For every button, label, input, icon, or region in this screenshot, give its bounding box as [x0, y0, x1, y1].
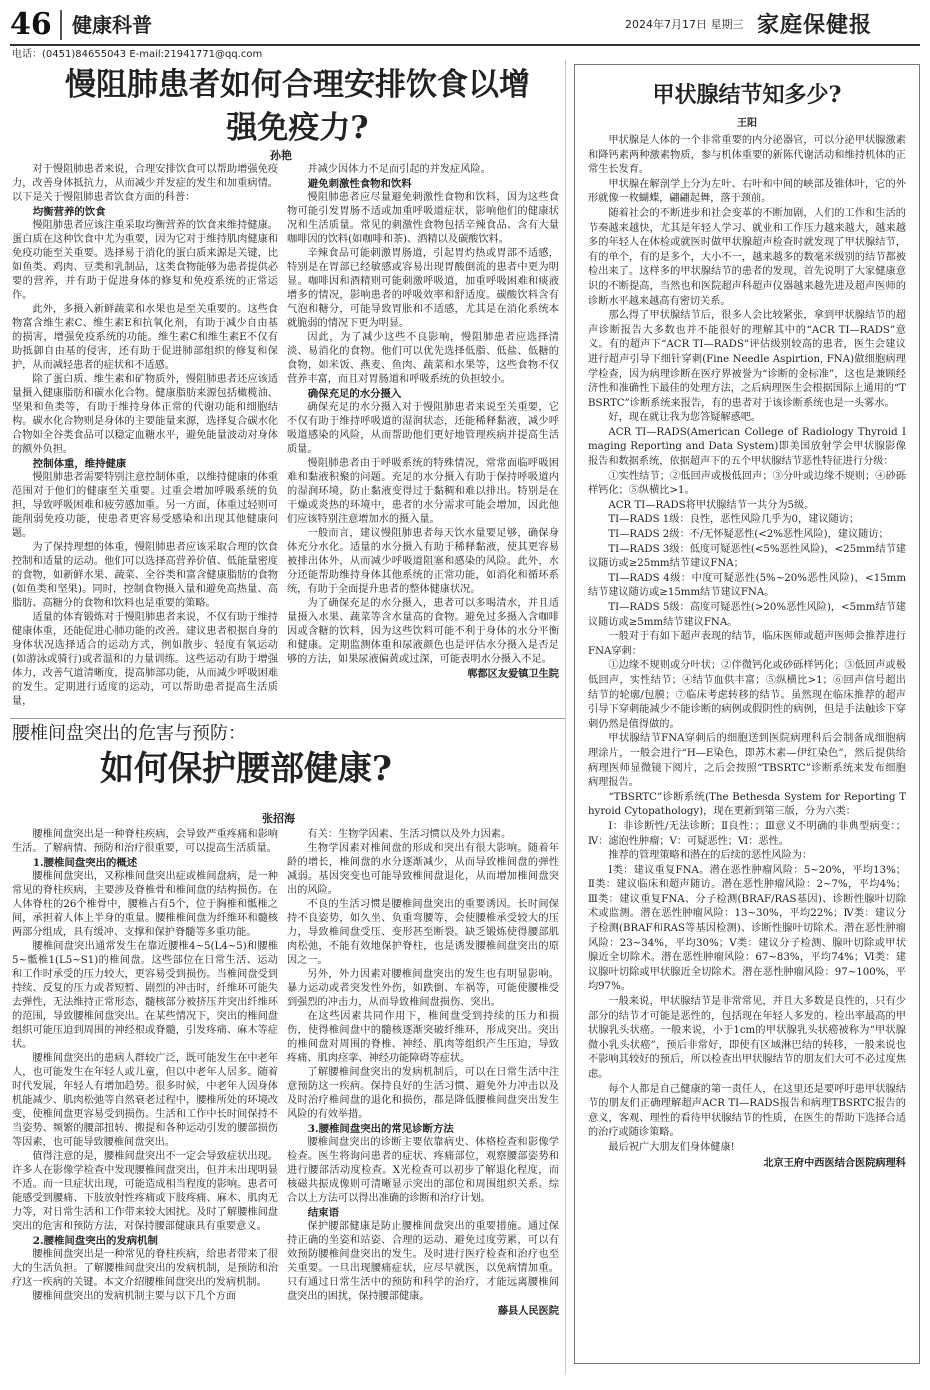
paragraph: 为了保持理想的体重，慢阻肺患者应该采取合理的饮食控制和适量的运动。他们可以选择高营养价值、低能量密度的食物，如新鲜水果、蔬菜、全谷类和富含健康脂肪的食物(如鱼类和坚果)。同时，控制食物摄入量和避免高热量、高脂肪、高糖分的食物和饮料也是重要的策略。 — [12, 542, 278, 609]
paragraph: 随着社会的不断进步和社会变革的不断加剧，人们的工作和生活的节奏越来越快，尤其是年轻人学习、就业和工作压力越来越大，越来越多的年轻人在体检或就医时做甲状腺超声检查时就发现了甲状腺结节，有的单个，有的是多个，大小不一，越来越多的数毫米级别的结节都被检出来了。这样多的甲状腺结节的患者的发现，首先说明了大家健康意识的不断提高，当然也和医院超声科超声仪器越来越先进及超声医师的诊断水平越来越高有密切关系。 — [588, 207, 906, 307]
paragraph: 另外，外力因素对腰椎间盘突出的发生也有明显影响。暴力运动或者突发性外伤，如跌倒、车祸等，可能使腰椎受到强烈的冲击力，从而导致椎间盘损伤、突出。 — [287, 969, 559, 1008]
header-separator — [60, 10, 62, 40]
article-title: 慢阻肺患者如何合理安排饮食以增强免疫力? — [65, 67, 530, 146]
paragraph: 辛辣食品可能刺激胃肠道，引起胃灼热或胃部不适感，特别是在胃部已经敏感或容易出现胃酸倒流的患者中更为明显。咖啡因和酒精则可能刺激呼吸道，加重呼吸困难和痰液增多的情况，影响患者的呼吸效率和舒适度。碳酸饮料含有气泡和糖分，可能导致胃胀和不适感，尤其是在消化系统本就脆弱的情况下更为明显。 — [287, 248, 559, 329]
paragraph: 并减少因体力不足而引起的并发症风险。 — [307, 164, 491, 175]
section-heading: 3.腰椎间盘突出的常见诊断方法 — [307, 1123, 454, 1135]
paragraph: ①实性结节；②低回声或极低回声；③分叶或边缘不规则；④砂砾样钙化；⑤纵横比>1。 — [588, 470, 906, 497]
paragraph: TI—RADS 2级：不/无怀疑恶性(<2%恶性风险)，建议随访； — [608, 529, 889, 541]
article-author: 张招海 — [262, 812, 295, 825]
paragraph: 确保充足的水分摄入对于慢阻肺患者来说至关重要，它不仅有助于维持呼吸道的湿润状态，还能稀释黏液，减少呼吸道感染的风险，从而帮助他们更好地管理疾病并提高生活质量。 — [287, 402, 559, 455]
contact-line: 电话：(0451)84655043 E-mail:21941771@qq.com — [12, 49, 263, 60]
column-divider — [565, 60, 566, 1375]
paragraph: 慢阻肺患者由于呼吸系统的特殊情况，常常面临呼吸困难和黏液积聚的问题。充足的水分摄入有助于保持呼吸道内的湿润环境，防止黏液变得过于黏稠和难以排出。特别是在干燥或炎热的环境中，患者的水分需求可能会增加，因此他们应该特别注意增加水的摄入量。 — [287, 458, 559, 525]
article-column — [287, 163, 559, 715]
article-column — [287, 828, 559, 1376]
page-number: 46 — [10, 7, 52, 42]
section-heading: 确保充足的水分摄入 — [307, 388, 402, 400]
paragraph: 不良的生活习惯是腰椎间盘突出的重要诱因。长时间保持不良姿势，如久坐、负重弯腰等，会使腰椎承受较大的压力，导致椎间盘受压、变形甚至断裂。缺乏锻炼使得腰部肌肉松弛，不能有效地保护脊柱，也是诱发腰椎间盘突出的原因之一。 — [287, 899, 559, 966]
article-title: 如何保护腰部健康? — [100, 749, 392, 789]
article-column — [12, 163, 278, 715]
section-heading: 均衡营养的饮食 — [32, 206, 106, 218]
paragraph: 那么得了甲状腺结节后，很多人会比较紧张，拿到甲状腺结节的超声诊断报告大多数也并不能很好的理解其中的“ACR TI—RADS”意义。有的超声下“ACR TI—RADS”评估级别较高的患者，医生会建议进行超声引导下细针穿刺(Fine Needle Aspirtion, FNA)做细胞病理学检查，因为病理诊断在医疗界被誉为“诊断的金标准”，这也是兼顾经济性和准确性下最佳的处理方法，之后病理医生会根据国际上通用的“TBSRTC”诊断系统来报告，有的患者对于该诊断系统也是一头雾水。 — [588, 310, 906, 409]
paragraph: 腰椎间盘突出的发病机制主要与以下几个方面 — [32, 1291, 237, 1302]
paragraph: 因此，为了减少这些不良影响，慢阻肺患者应选择清淡、易消化的食物。他们可以优先选择低脂、低盐、低糖的食物，如米饭、燕麦、鱼肉、蔬菜和水果等，这些食物不仅营养丰富，而且对胃肠道和呼吸系统的负担较小。 — [287, 332, 559, 385]
paragraph: 好，现在就让我为您答疑解惑吧。 — [608, 412, 762, 424]
paragraph: 保护腰部健康是防止腰椎间盘突出的重要措施。通过保持正确的坐姿和站姿、合理的运动、避免过度劳累，可以有效预防腰椎间盘突出的发生。及时进行医疗检查和治疗也至关重要。一旦出现腰痛症状，应尽早就医，以免病情加重。只有通过日常生活中的预防和科学的治疗，才能远离腰椎间盘突出的困扰，保持腰部健康。 — [287, 1221, 559, 1302]
header-rule — [10, 44, 920, 46]
paragraph: 腰椎间盘突出是一种常见的脊柱疾病，给患者带来了很大的生活负担。了解腰椎间盘突出的发病机制，是预防和治疗这一疾病的关键。本文介绍腰椎间盘突出的发病机制。 — [12, 1249, 278, 1288]
issue-date: 2024年7月17日 星期三 — [625, 18, 744, 31]
article-source: 郸都区友爱镇卫生院 — [467, 668, 559, 680]
paragraph: Ⅰ：非诊断性/无法诊断；Ⅱ良性：；Ⅲ意义不明确的非典型病变：；Ⅳ：滤泡性肿瘤；Ⅴ：可疑恶性；Ⅵ：恶性。 — [588, 820, 906, 847]
paragraph: 一般而言，建议慢阻肺患者每天饮水量要足够，确保身体充分水化。适量的水分摄入有助于稀释黏液，使其更容易被排出体外，从而减少呼吸道阻塞和感染的风险。此外，水分还能帮助维持身体其他系统的正常功能，如消化和循环系统，有助于全面提升患者的整体健康状况。 — [287, 528, 559, 595]
paragraph: Ⅰ类：建议重复FNA。潜在恶性肿瘤风险：5~20%，平均13%；Ⅱ类：建议临床和超声随访。潜在恶性肿瘤风险：2~7%，平均4%；Ⅲ类：建议重复FNA、分子检测(BRAF/RAS基因)、诊断性腺叶切除术或监测。潜在恶性肿瘤风险：13~30%，平均22%；Ⅳ类：建议分子检测(BRAF和RAS等基因检测)、诊断性腺叶切除术。潜在恶性肿瘤风险：23~34%，平均30%；Ⅴ类：建议分子检测、腺叶切除或甲状腺近全切除术。潜在恶性肿瘤风险：67~83%，平均74%；Ⅵ类：建议腺叶切除或甲状腺近全切除术。潜在恶性肿瘤风险：97~100%，平均97%。 — [588, 864, 906, 993]
paragraph: 对于慢阻肺患者来说，合理安排饮食可以帮助增强免疫力，改善身体抵抗力，从而减少并发症的发生和加重病情。以下是关于慢阻肺患者饮食方面的科普： — [12, 164, 278, 203]
section-heading: 结束语 — [307, 1207, 339, 1219]
paragraph: TI—RADS 5级：高度可疑恶性(>20%恶性风险)，<5mm结节建议随访或≥5mm结节建议FNA。 — [588, 602, 906, 628]
section-heading: 1.腰椎间盘突出的概述 — [32, 857, 138, 869]
article-column — [12, 828, 278, 1376]
paragraph: 为了确保充足的水分摄入，患者可以多喝清水，并且适量摄入水果、蔬菜等含水量高的食物。避免过多摄入含咖啡因或含糖的饮料，因为这些饮料可能不利于身体的水分平衡和健康。定期监测体重和尿液颜色也是评估水分摄入是否足够的方法，如果尿液偏黄或过深，可能表明水分摄入不足。 — [287, 598, 559, 665]
section-heading: 控制体重，维持健康 — [32, 458, 127, 470]
newspaper-name: 家庭保健报 — [757, 12, 873, 38]
paragraph: 腰椎间盘突出通常发生在靠近腰椎4~5(L4~5)和腰椎5~骶椎1(L5~S1)的椎间盘。这些部位在日常生活、运动和工作时承受的压力较大，更容易受到损伤。当椎间盘受到持续、反复的压力或者短暂、剧烈的冲击时，纤维环可能失去弹性，无法维持正常形态，髓核部分被挤压并突出纤维环的范围，导致腰椎间盘突出。在某些情况下，突出的椎间盘组织可能压迫到周围的神经根或脊髓，引发疼痛、麻木等症状。 — [12, 941, 278, 1050]
paragraph: 甲状腺在解剖学上分为左叶、右叶和中间的峡部及锥体叶，它的外形就像一枚蝴蝶，翩翩起舞，落于颈前。 — [588, 178, 906, 205]
paragraph: TI—RADS 1级：良性，恶性风险几乎为0，建议随访； — [608, 514, 860, 526]
paragraph: 慢阻肺患者应该注重采取均衡营养的饮食来维持健康。蛋白质在这种饮食中尤为重要，因为它对于维持肌肉健康和免疫功能至关重要。选择易于消化的蛋白质来源是关键，比如鱼类、鸡肉、豆类和乳制品，这类食物能够为患者提供必要的营养，并有助于促进身体的修复和免疫系统的正常运作。 — [12, 220, 278, 301]
article-author: 孙艳 — [270, 149, 292, 162]
article-subtitle: 腰椎间盘突出的危害与预防： — [12, 723, 246, 744]
article-source: 北京王府中西医结合医院病理科 — [763, 1156, 906, 1169]
article-separator — [10, 718, 565, 719]
paragraph: 除了蛋白质、维生素和矿物质外，慢阻肺患者还应该适量摄入健康脂肪和碳水化合物。健康脂肪来源包括橄榄油、坚果和鱼类等，有助于维持身体正常的代谢功能和细胞结构。碳水化合物则是身体的主要能量来源，选择复合碳水化合物如全谷类食品可以稳定血糖水平，避免能量波动对身体的额外负担。 — [12, 374, 278, 455]
paragraph: 生物学因素对椎间盘的形成和突出有很大影响。随着年龄的增长，椎间盘的水分逐渐减少，从而导致椎间盘的弹性减弱。基因突变也可能导致椎间盘退化，从而增加椎间盘突出的风险。 — [287, 843, 559, 896]
paragraph: TI—RADS 3级：低度可疑恶性(<5%恶性风险)，<25mm结节建议随访或≥25mm结节建议FNA； — [588, 543, 906, 570]
paragraph: 适量的体育锻炼对于慢阻肺患者来说，不仅有助于维持健康体重，还能促进心肺功能的改善。建议患者根据自身的身体状况选择适合的运动方式，例如散步、轻度有氧运动(如游泳或骑行)或者温和的力量训练。这些运动有助于增强体力，改善气道清晰度，提高肺部功能，从而减少呼吸困难的发生。定期进行适度的运动，可以帮助患者提高生活质量， — [12, 612, 278, 707]
paragraph: 推荐的管理策略和潜在的后续的恶性风险为： — [608, 850, 813, 862]
article-column — [588, 134, 906, 1356]
paragraph: 值得注意的是，腰椎间盘突出不一定会导致症状出现。许多人在影像学检查中发现腰椎间盘突出，但并未出现明显不适。而一旦症状出现，可能造成相当程度的影响。患者可能感受到腰痛、下肢放射性疼痛或下肢疼痛、麻木、肌肉无力等，对日常生活和工作带来较大困扰。及时了解腰椎间盘突出的危害和预防方法，对保持腰部健康具有重要意义。 — [12, 1151, 278, 1232]
paragraph: 慢阻肺患者需要特别注意控制体重，以维持健康的体重范围对于他们的健康至关重要。过重会增加呼吸系统的负担，导致呼吸困难和疲劳感加重。另一方面，体重过轻则可能削弱免疫功能，使患者更容易受感染和出现其他健康问题。 — [12, 472, 278, 539]
article-source: 藤县人民医院 — [497, 1305, 559, 1317]
paragraph: 了解腰椎间盘突出的发病机制后，可以在日常生活中注意预防这一疾病。保持良好的生活习惯、避免外力冲击以及及时治疗椎间盘的退化和损伤，都是降低腰椎间盘突出发生风险的有效举措。 — [287, 1067, 559, 1120]
paragraph: 甲状腺结节FNA穿刺后的细胞送到医院病理科后会制备成细胞病理涂片，一般会进行“H—E染色，即苏木素—伊红染色”，然后提供给病理医师显微镜下阅片，之后会按照“TBSRTC”诊断系统来发布细胞病理报告。 — [588, 733, 906, 789]
paragraph: 腰椎间盘突出，又称椎间盘突出症或椎间盘病，是一种常见的脊柱疾病，主要涉及脊椎骨和椎间盘的结构损伤。在人体脊柱的26个椎骨中，腰椎占有5个，位于胸椎和骶椎之间，承担着人体上半身的重量。腰椎椎间盘为纤维环和髓核两部分组成，具有缓冲、支撑和保护脊髓等多重功能。 — [12, 871, 278, 938]
section-title: 健康科普 — [72, 13, 152, 37]
paragraph: 一般来说，甲状腺结节是非常常见，并且大多数是良性的，只有少部分的结节才可能是恶性的，包括现在年轻人多发的、检出率最高的甲状腺乳头状癌。一般来说，小于1cm的甲状腺乳头状癌被称为“甲状腺微小乳头状癌”，预后非常好，即使有区域淋巴结的转移，一般来说也不影响其较好的预后，所以检查出甲状腺结节的朋友们大可不必过度焦虑。 — [588, 996, 906, 1080]
section-heading: 2.腰椎间盘突出的发病机制 — [32, 1235, 158, 1247]
paragraph: 每个人都是自己健康的第一责任人，在这里还是要呼吁患甲状腺结节的朋友们正确理解超声ACR TI—RADS报告和病理TBSRTC报告的意义，客观、理性的看待甲状腺结节的性质，在医生的帮助下选择合适的治疗或随诊策略。 — [588, 1083, 906, 1139]
article-title: 甲状腺结节知多少? — [652, 82, 842, 108]
paragraph: 腰椎间盘突出是一种脊柱疾病，会导致严重疼痛和影响生活。了解病情、预防和治疗很重要，可以提高生活质量。 — [12, 829, 278, 854]
paragraph: 腰椎间盘突出的诊断主要依靠病史、体格检查和影像学检查。医生将询问患者的症状、疼痛部位，观察腰部姿势和进行腰部活动度检查。X光检查可以初步了解退化程度，而核磁共振成像则可清晰显示突出的部位和周围组织关系。综合以上方法可以得出准确的诊断和治疗计划。 — [287, 1137, 559, 1204]
paragraph: ①边缘不规则或分叶状；②伴微钙化或砂砾样钙化；③低回声或极低回声，实性结节；④结节血供丰富；⑤纵横比>1；⑥回声信号超出结节的轮廓/包膜；⑦临床考虑转移的结节。虽然现在临床推荐的超声引导下穿刺能减少不能诊断的病例或假阴性的病例，但是手法触诊下穿刺仍然是值得做的。 — [588, 660, 906, 730]
paragraph: “TBSRTC”诊断系统(The Bethesda System for Reporting Thyroid Cytopathology)，现在更新到第三版，分为六类： — [588, 791, 906, 818]
paragraph: 甲状腺是人体的一个非常重要的内分泌器官，可以分泌甲状腺激素和降钙素两种激素物质，参与机体重要的新陈代谢活动和维持机体的正常生长发育。 — [588, 135, 906, 176]
paragraph: ACR TI—RADS将甲状腺结节一共分为5级。 — [608, 499, 815, 511]
article-author: 王阳 — [737, 118, 757, 129]
paragraph: TI—RADS 4级：中度可疑恶性(5%~20%恶性风险)，<15mm结节建议随访或≥15mm结节建议FNA。 — [588, 572, 906, 599]
section-heading: 避免刺激性食物和饮料 — [307, 178, 412, 190]
paragraph: 腰椎间盘突出的患病人群较广泛，既可能发生在中老年人，也可能发生在年轻人或儿童，但以中老年人居多。随着时代发展，年轻人有增加趋势。很多时候，中老年人因身体机能减少、肌肉松弛等自然衰老过程中，腰椎所处的环境改变，使椎间盘更容易受到损伤。生活和工作中长时间保持不当姿势、频繁的腰部扭转、搬提和各种运动引发的腰部损伤等因素，也可能导致腰椎间盘突出。 — [12, 1053, 278, 1148]
paragraph: ACR TI—RADS(American College of Radiology Thyroid Imaging Reporting and Data System)即美国放射学会甲状腺影像报告和数据系统，依据超声下的五个甲状腺结节恶性特征进行分级： — [588, 426, 906, 468]
paragraph: 有关：生物学因素、生活习惯以及外力因素。 — [307, 829, 512, 840]
paragraph: 在这些因素共同作用下，椎间盘受到持续的压力和损伤，使得椎间盘中的髓核逐渐突破纤维环，形成突出。突出的椎间盘对周围的脊椎、神经、肌肉等组织产生压迫，导致疼痛、肌肉痉挛、神经功能障碍等症状。 — [287, 1011, 559, 1064]
paragraph: 最后祝广大朋友们身体健康! — [608, 1141, 735, 1153]
paragraph: 一般对于有如下超声表现的结节，临床医师或超声医师会推荐进行FNA穿刺： — [588, 631, 906, 657]
paragraph: 此外，多摄入新鲜蔬菜和水果也是至关重要的。这些食物富含维生素C、维生素E和抗氧化剂，有助于减少自由基的损害，增强免疫系统的功能。维生素C和维生素E不仅有助抵御自由基的侵害，还有助于促进肺部组织的修复和保护，从而减轻患者的症状和不适感。 — [12, 304, 278, 371]
paragraph: 慢阻肺患者应尽量避免刺激性食物和饮料，因为这些食物可能引发胃肠不适或加重呼吸道症状，影响他们的健康状况和生活质量。常见的刺激性食物包括辛辣食品、含有大量咖啡因的饮料(如咖啡和茶)、酒精以及碳酸饮料。 — [287, 192, 559, 245]
